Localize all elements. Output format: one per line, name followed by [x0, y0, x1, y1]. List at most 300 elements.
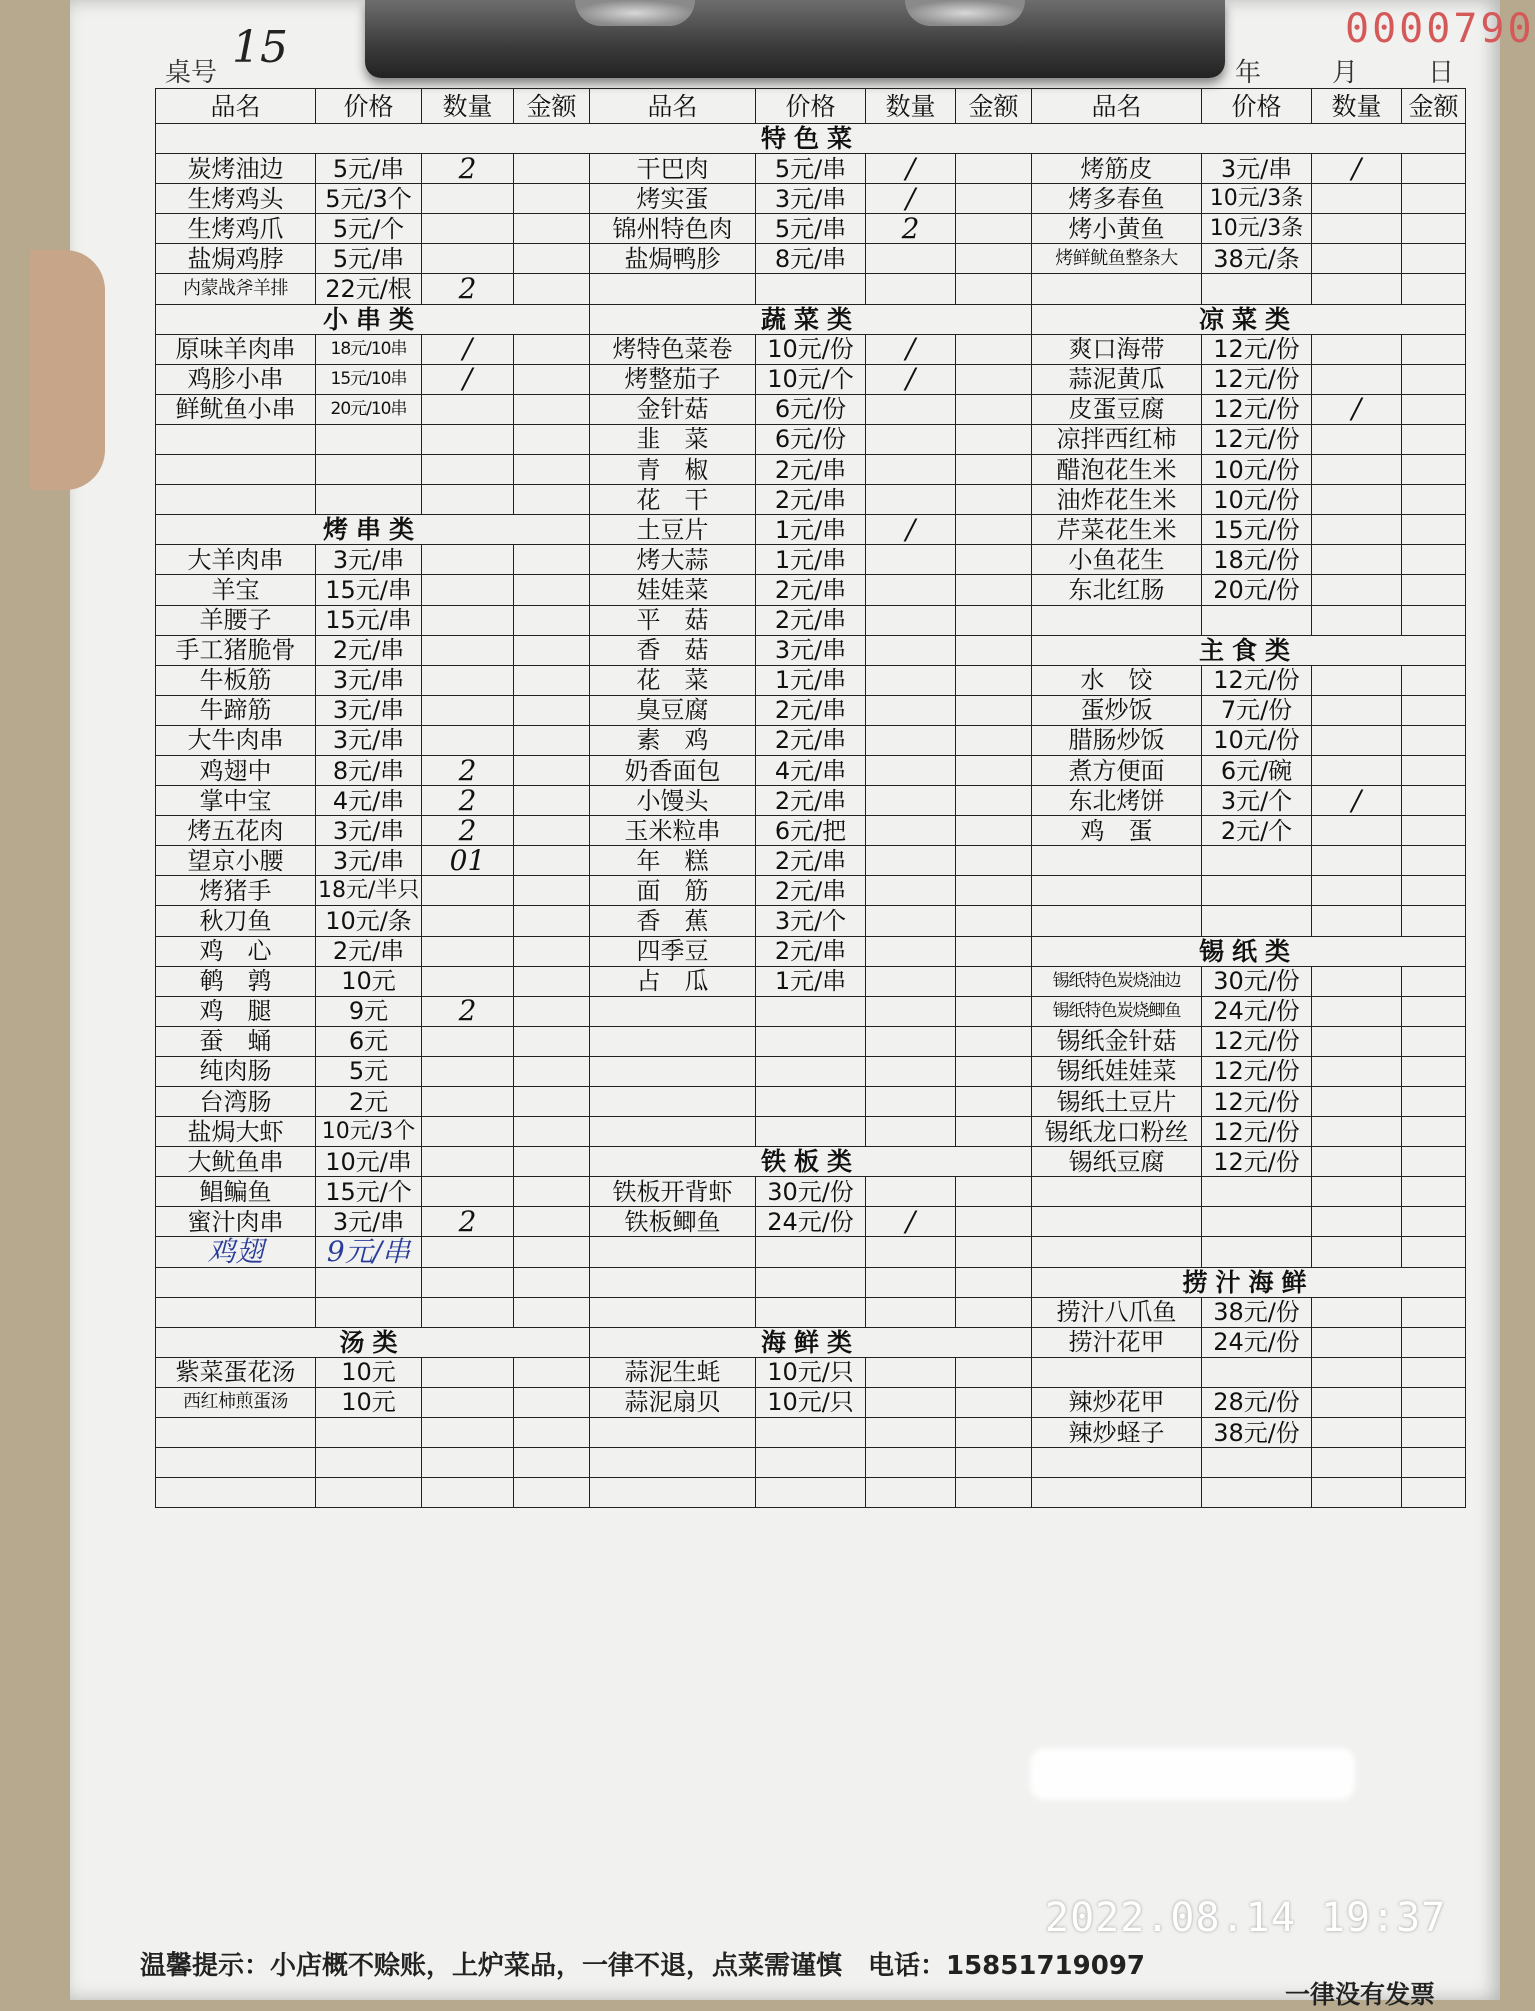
table-row: [156, 1478, 1466, 1508]
menu-cell: [590, 996, 756, 1026]
quantity-cell: [1312, 485, 1402, 515]
menu-cell: [956, 725, 1032, 755]
menu-cell: [514, 816, 590, 846]
menu-cell: [1402, 455, 1466, 485]
table-row: [156, 966, 1466, 996]
quantity-cell: [422, 725, 514, 755]
menu-cell: 2元/串: [756, 605, 866, 635]
menu-cell: [316, 485, 422, 515]
table-row: [156, 364, 1466, 394]
menu-cell: 锡纸娃娃菜: [1032, 1056, 1202, 1086]
menu-cell: 8元/串: [316, 755, 422, 785]
menu-cell: [1402, 846, 1466, 876]
menu-cell: 皮蛋豆腐: [1032, 394, 1202, 424]
menu-cell: [1402, 605, 1466, 635]
menu-cell: [316, 1267, 422, 1297]
menu-cell: 3元/串: [316, 1207, 422, 1237]
menu-cell: [514, 485, 590, 515]
table-row: [156, 424, 1466, 454]
menu-cell: [514, 1267, 590, 1297]
menu-cell: [956, 1478, 1032, 1508]
menu-cell: 锡纸龙口粉丝: [1032, 1117, 1202, 1147]
quantity-cell: [866, 1117, 956, 1147]
table-row: [156, 786, 1466, 816]
table-row: [156, 485, 1466, 515]
table-row: [156, 1207, 1466, 1237]
menu-cell: 24元/份: [1202, 996, 1312, 1026]
menu-cell: [956, 996, 1032, 1026]
quantity-cell: [1312, 906, 1402, 936]
menu-cell: [956, 1297, 1032, 1327]
redacted-area: [1030, 1748, 1355, 1800]
quantity-cell: [866, 1056, 956, 1086]
menu-cell: 24元/份: [1202, 1327, 1312, 1357]
column-header: 价格: [756, 89, 866, 124]
menu-cell: [956, 1087, 1032, 1117]
menu-cell: 6元/份: [756, 424, 866, 454]
menu-cell: 手工猪脆骨: [156, 635, 316, 665]
menu-cell: 盐焗鸡脖: [156, 244, 316, 274]
quantity-cell: [1312, 816, 1402, 846]
category-header: 主食类: [1032, 635, 1466, 665]
menu-cell: 盐焗大虾: [156, 1117, 316, 1147]
menu-cell: 韭 菜: [590, 424, 756, 454]
menu-cell: 10元/份: [1202, 485, 1312, 515]
menu-cell: 12元/份: [1202, 364, 1312, 394]
menu-cell: [514, 214, 590, 244]
quantity-cell: [1312, 1177, 1402, 1207]
handwritten-item: 鸡翅: [156, 1237, 316, 1267]
quantity-cell: [422, 184, 514, 214]
menu-cell: [1402, 154, 1466, 184]
menu-cell: [514, 154, 590, 184]
menu-cell: [514, 966, 590, 996]
table-row: [156, 1177, 1466, 1207]
menu-cell: [1202, 1237, 1312, 1267]
quantity-cell: [866, 545, 956, 575]
menu-cell: 5元/串: [316, 154, 422, 184]
menu-cell: [756, 1418, 866, 1448]
menu-cell: [590, 274, 756, 304]
footer-notice: 温馨提示：小店概不赊账，上炉菜品，一律不退，点菜需谨慎 电话：15851719097: [140, 1951, 1145, 1981]
menu-cell: [1202, 1357, 1312, 1387]
category-header: 锡纸类: [1032, 936, 1466, 966]
menu-cell: 爽口海带: [1032, 334, 1202, 364]
menu-cell: 5元/串: [756, 214, 866, 244]
menu-cell: 东北烤饼: [1032, 786, 1202, 816]
photo-timestamp: 2022.08.14 19:37: [1045, 1895, 1447, 1941]
quantity-cell: [1312, 545, 1402, 575]
menu-cell: [1032, 274, 1202, 304]
menu-cell: [514, 545, 590, 575]
category-header: 蔬菜类: [590, 304, 1032, 334]
menu-cell: 10元/3个: [316, 1117, 422, 1147]
menu-cell: [156, 1478, 316, 1508]
quantity-cell: [422, 1147, 514, 1177]
menu-cell: 12元/份: [1202, 1056, 1312, 1086]
menu-cell: [1202, 1478, 1312, 1508]
menu-cell: [514, 1117, 590, 1147]
quantity-cell: [422, 1237, 514, 1267]
menu-cell: [514, 1087, 590, 1117]
menu-cell: 鸡 腿: [156, 996, 316, 1026]
menu-cell: 辣炒花甲: [1032, 1387, 1202, 1417]
quantity-cell: [866, 394, 956, 424]
menu-cell: [1402, 1026, 1466, 1056]
menu-cell: 2元/串: [756, 846, 866, 876]
menu-cell: [956, 394, 1032, 424]
menu-cell: 15元/个: [316, 1177, 422, 1207]
menu-cell: [316, 1478, 422, 1508]
menu-cell: 烤特色菜卷: [590, 334, 756, 364]
table-row: [156, 575, 1466, 605]
menu-cell: [514, 1418, 590, 1448]
menu-cell: [956, 665, 1032, 695]
menu-cell: 鸡翅中: [156, 755, 316, 785]
menu-cell: [514, 1147, 590, 1177]
menu-cell: [956, 455, 1032, 485]
menu-cell: 水 饺: [1032, 665, 1202, 695]
table-no-value: 15: [232, 22, 288, 73]
menu-cell: 3元/串: [756, 635, 866, 665]
menu-cell: 2元/串: [756, 725, 866, 755]
quantity-cell: [866, 1387, 956, 1417]
table-row: [156, 755, 1466, 785]
menu-cell: [514, 635, 590, 665]
column-header: 金额: [956, 89, 1032, 124]
menu-cell: 秋刀鱼: [156, 906, 316, 936]
menu-cell: 10元: [316, 966, 422, 996]
menu-cell: [1402, 906, 1466, 936]
menu-cell: [156, 1267, 316, 1297]
quantity-cell: 2: [422, 816, 514, 846]
menu-cell: [956, 1387, 1032, 1417]
quantity-cell: [1312, 755, 1402, 785]
menu-cell: 香 菇: [590, 635, 756, 665]
quantity-cell: [422, 1117, 514, 1147]
menu-cell: [1402, 244, 1466, 274]
menu-cell: 锦州特色肉: [590, 214, 756, 244]
category-header: 小串类: [156, 304, 590, 334]
menu-cell: 2元/串: [316, 635, 422, 665]
table-row: [156, 1297, 1466, 1327]
day-label: 日: [1428, 58, 1455, 88]
menu-cell: [156, 1448, 316, 1478]
menu-cell: 鹌 鹑: [156, 966, 316, 996]
menu-cell: 3元/串: [316, 545, 422, 575]
menu-cell: 蒜泥生蚝: [590, 1357, 756, 1387]
menu-cell: 羊腰子: [156, 605, 316, 635]
quantity-cell: [866, 605, 956, 635]
column-header: 价格: [1202, 89, 1312, 124]
menu-cell: 2元/串: [756, 786, 866, 816]
menu-cell: 干巴肉: [590, 154, 756, 184]
menu-cell: 烤小黄鱼: [1032, 214, 1202, 244]
menu-cell: [956, 1177, 1032, 1207]
menu-cell: 20元/10串: [316, 394, 422, 424]
menu-cell: 香 蕉: [590, 906, 756, 936]
menu-cell: [1032, 846, 1202, 876]
menu-cell: [156, 485, 316, 515]
menu-cell: 大鱿鱼串: [156, 1147, 316, 1177]
quantity-cell: [866, 1448, 956, 1478]
menu-cell: 18元/份: [1202, 545, 1312, 575]
menu-cell: [1402, 485, 1466, 515]
menu-cell: [1032, 1237, 1202, 1267]
menu-cell: [590, 1478, 756, 1508]
menu-cell: 12元/份: [1202, 394, 1312, 424]
menu-cell: [956, 1117, 1032, 1147]
quantity-cell: 2: [422, 755, 514, 785]
quantity-cell: [866, 1026, 956, 1056]
menu-cell: 蒜泥扇贝: [590, 1387, 756, 1417]
table-row: [156, 1387, 1466, 1417]
quantity-cell: [866, 1357, 956, 1387]
quantity-cell: [1312, 996, 1402, 1026]
menu-cell: [514, 334, 590, 364]
quantity-cell: /: [422, 364, 514, 394]
table-row: [156, 906, 1466, 936]
quantity-cell: [1312, 1117, 1402, 1147]
menu-cell: [1202, 906, 1312, 936]
menu-cell: [956, 364, 1032, 394]
menu-cell: [156, 1418, 316, 1448]
menu-cell: 紫菜蛋花汤: [156, 1357, 316, 1387]
menu-cell: 面 筋: [590, 876, 756, 906]
menu-cell: [1402, 1297, 1466, 1327]
menu-cell: [1402, 334, 1466, 364]
quantity-cell: [1312, 1448, 1402, 1478]
menu-cell: 10元/个: [756, 364, 866, 394]
table-row: [156, 394, 1466, 424]
menu-cell: 10元/3条: [1202, 214, 1312, 244]
menu-cell: 生烤鸡头: [156, 184, 316, 214]
menu-cell: 10元/条: [316, 906, 422, 936]
menu-cell: [956, 816, 1032, 846]
menu-cell: [1402, 1478, 1466, 1508]
menu-cell: [1032, 906, 1202, 936]
menu-cell: [1402, 1237, 1466, 1267]
menu-cell: 大牛肉串: [156, 725, 316, 755]
menu-cell: 12元/份: [1202, 665, 1312, 695]
menu-cell: [956, 184, 1032, 214]
menu-cell: [514, 1357, 590, 1387]
menu-cell: 四季豆: [590, 936, 756, 966]
quantity-cell: [866, 846, 956, 876]
table-row: [156, 1087, 1466, 1117]
quantity-cell: 2: [866, 214, 956, 244]
menu-cell: [956, 755, 1032, 785]
menu-cell: 烤猪手: [156, 876, 316, 906]
menu-cell: [1402, 1147, 1466, 1177]
menu-cell: 3元/串: [316, 846, 422, 876]
menu-cell: [1402, 816, 1466, 846]
table-row: [156, 846, 1466, 876]
menu-cell: 3元/串: [316, 695, 422, 725]
menu-cell: 鲜鱿鱼小串: [156, 394, 316, 424]
quantity-cell: 2: [422, 154, 514, 184]
quantity-cell: [866, 1478, 956, 1508]
quantity-cell: [422, 966, 514, 996]
quantity-cell: [866, 244, 956, 274]
menu-cell: [514, 665, 590, 695]
menu-cell: 锡纸特色炭烧鲫鱼: [1032, 996, 1202, 1026]
menu-cell: [590, 1267, 756, 1297]
menu-cell: 牛蹄筋: [156, 695, 316, 725]
category-header: 汤类: [156, 1327, 590, 1357]
quantity-cell: /: [1312, 154, 1402, 184]
quantity-cell: [1312, 966, 1402, 996]
menu-cell: [1402, 274, 1466, 304]
menu-cell: [514, 1387, 590, 1417]
quantity-cell: [866, 725, 956, 755]
menu-cell: 10元/3条: [1202, 184, 1312, 214]
quantity-cell: [1312, 1147, 1402, 1177]
menu-cell: 38元/份: [1202, 1297, 1312, 1327]
menu-cell: [514, 184, 590, 214]
menu-cell: [956, 485, 1032, 515]
menu-cell: [514, 786, 590, 816]
quantity-cell: [1312, 1418, 1402, 1448]
table-row: [156, 274, 1466, 304]
menu-cell: 10元: [316, 1357, 422, 1387]
menu-cell: [514, 1237, 590, 1267]
table-row: [156, 725, 1466, 755]
menu-cell: 22元/根: [316, 274, 422, 304]
quantity-cell: [422, 1418, 514, 1448]
quantity-cell: [866, 786, 956, 816]
quantity-cell: [1312, 334, 1402, 364]
quantity-cell: [1312, 1056, 1402, 1086]
menu-cell: 2元/个: [1202, 816, 1312, 846]
menu-cell: 蒜泥黄瓜: [1032, 364, 1202, 394]
quantity-cell: [866, 1267, 956, 1297]
menu-cell: [756, 1478, 866, 1508]
column-header: 数量: [422, 89, 514, 124]
menu-cell: [316, 424, 422, 454]
menu-cell: 臭豆腐: [590, 695, 756, 725]
quantity-cell: /: [1312, 394, 1402, 424]
menu-cell: 10元: [316, 1387, 422, 1417]
quantity-cell: [422, 244, 514, 274]
quantity-cell: [422, 1267, 514, 1297]
menu-cell: 锡纸特色炭烧油边: [1032, 966, 1202, 996]
menu-cell: 6元/份: [756, 394, 866, 424]
table-row: [156, 996, 1466, 1026]
menu-cell: [514, 906, 590, 936]
menu-cell: 玉米粒串: [590, 816, 756, 846]
menu-cell: [1202, 846, 1312, 876]
menu-cell: 素 鸡: [590, 725, 756, 755]
table-row: [156, 334, 1466, 364]
menu-table: [155, 88, 1466, 1508]
category-header: 凉菜类: [1032, 304, 1466, 334]
menu-cell: 年 糕: [590, 846, 756, 876]
menu-cell: 3元/个: [756, 906, 866, 936]
menu-cell: 烤五花肉: [156, 816, 316, 846]
menu-cell: 捞汁花甲: [1032, 1327, 1202, 1357]
quantity-cell: [422, 1177, 514, 1207]
menu-cell: 烤大蒜: [590, 545, 756, 575]
quantity-cell: [866, 1087, 956, 1117]
menu-cell: [514, 996, 590, 1026]
menu-cell: 18元/10串: [316, 334, 422, 364]
menu-cell: [514, 755, 590, 785]
menu-cell: [590, 1117, 756, 1147]
quantity-cell: [1312, 1387, 1402, 1417]
quantity-cell: [866, 485, 956, 515]
table-row: [156, 876, 1466, 906]
menu-cell: 烤整茄子: [590, 364, 756, 394]
quantity-cell: [866, 876, 956, 906]
table-row: [156, 1418, 1466, 1448]
menu-cell: [956, 936, 1032, 966]
menu-cell: 5元/3个: [316, 184, 422, 214]
menu-cell: 1元/串: [756, 966, 866, 996]
menu-cell: 盐焗鸭胗: [590, 244, 756, 274]
menu-cell: [1402, 1448, 1466, 1478]
quantity-cell: [866, 1297, 956, 1327]
menu-cell: [1202, 605, 1312, 635]
menu-cell: [756, 274, 866, 304]
quantity-cell: [422, 695, 514, 725]
category-header: 捞汁海鲜: [1032, 1267, 1466, 1297]
menu-cell: [956, 1207, 1032, 1237]
menu-cell: 锡纸金针菇: [1032, 1026, 1202, 1056]
menu-cell: [590, 1297, 756, 1327]
menu-cell: 3元/串: [756, 184, 866, 214]
menu-cell: [1032, 1478, 1202, 1508]
menu-cell: 蚕 蛹: [156, 1026, 316, 1056]
quantity-cell: [422, 394, 514, 424]
menu-cell: 12元/份: [1202, 1026, 1312, 1056]
menu-cell: [156, 424, 316, 454]
menu-cell: [514, 364, 590, 394]
menu-cell: 锡纸土豆片: [1032, 1087, 1202, 1117]
menu-cell: [1032, 876, 1202, 906]
menu-cell: [956, 334, 1032, 364]
quantity-cell: [422, 635, 514, 665]
menu-cell: [1402, 1327, 1466, 1357]
menu-cell: 鸡胗小串: [156, 364, 316, 394]
menu-cell: 10元/只: [756, 1387, 866, 1417]
menu-cell: [514, 1297, 590, 1327]
table-row: [156, 515, 1466, 545]
menu-cell: [1202, 274, 1312, 304]
menu-cell: 10元/只: [756, 1357, 866, 1387]
quantity-cell: [422, 1357, 514, 1387]
menu-cell: 3元/个: [1202, 786, 1312, 816]
quantity-cell: /: [1312, 786, 1402, 816]
quantity-cell: [1312, 846, 1402, 876]
quantity-cell: /: [866, 1207, 956, 1237]
menu-cell: [956, 515, 1032, 545]
quantity-cell: [866, 755, 956, 785]
menu-cell: 奶香面包: [590, 755, 756, 785]
menu-cell: [1402, 184, 1466, 214]
menu-cell: 2元/串: [756, 876, 866, 906]
menu-cell: 原味羊肉串: [156, 334, 316, 364]
menu-cell: [514, 1207, 590, 1237]
menu-cell: 10元/份: [1202, 725, 1312, 755]
menu-cell: [956, 635, 1032, 665]
menu-cell: [756, 1056, 866, 1086]
menu-cell: [1402, 996, 1466, 1026]
quantity-cell: /: [422, 334, 514, 364]
menu-cell: 2元: [316, 1087, 422, 1117]
menu-cell: [590, 1418, 756, 1448]
menu-cell: [514, 846, 590, 876]
